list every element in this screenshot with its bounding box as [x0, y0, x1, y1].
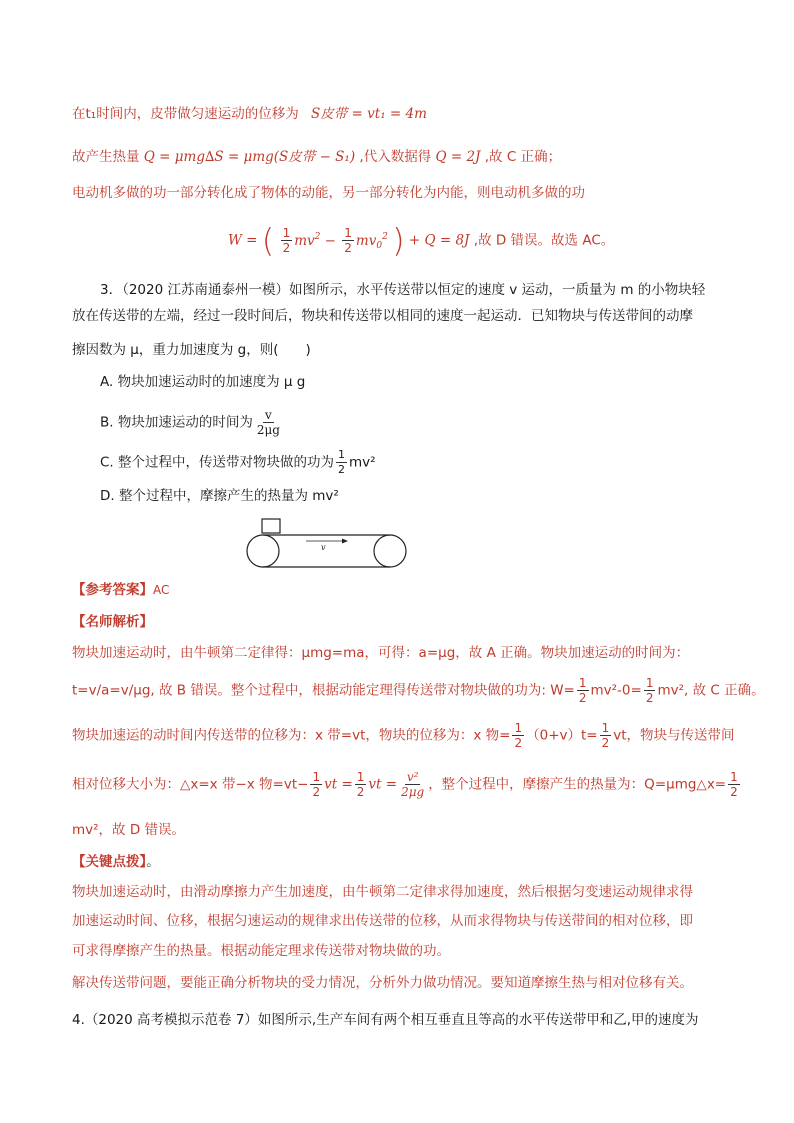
text: t=v/a=v/μg, 故 B 错误。整个过程中，根据动能定理得传送带对物块做的功为: W=: [72, 682, 575, 699]
fraction-half: $\frac{1}{2}$: [312, 770, 321, 799]
answer-value: AC: [153, 583, 170, 597]
equation-rhs: + Q = 8J: [408, 232, 470, 249]
option-b-text: B. 物块加速运动的时间为: [100, 414, 253, 431]
text: mv², 故 C 正确。: [657, 682, 765, 699]
fraction-half: $\frac{1}{2}$: [344, 226, 352, 255]
text: 在t₁时间内，皮带做匀速运动的位移为: [72, 106, 299, 122]
open-paren: (: [261, 221, 275, 260]
solution-line-motor: [72, 183, 585, 203]
text: 相对位移大小为：△x=x 带−x 物=vt−: [72, 776, 309, 793]
text: ，整个过程中，摩擦产生的热量为：Q=μmg△x=: [428, 776, 727, 793]
equation: Q = μmg∆S = μmg(S皮带 − S₁): [143, 149, 356, 165]
question-4-stem: 4.（2020 高考模拟示范卷 7）如图所示,生产车间有两个相互垂直且等高的水平传送带甲和乙,甲的速度为: [72, 1012, 699, 1028]
block: [262, 519, 280, 533]
text: mv²-0=: [590, 682, 642, 699]
option-c-fraction: $\frac{1}{2}$: [338, 448, 346, 476]
option-c-text: C. 整个过程中，传送带对物块做的功为: [100, 454, 335, 471]
option-b: [100, 408, 284, 437]
fraction-half: $\frac{1}{2}$: [601, 721, 610, 750]
text: ,故 D 错误。故选 AC。: [473, 232, 615, 249]
text: 故产生热量: [72, 149, 140, 165]
option-c: [100, 448, 376, 477]
solution-line-displacement: [72, 104, 427, 124]
key-label: 【关键点拨】: [72, 854, 147, 870]
text: vt =: [324, 776, 353, 793]
option-c-tail: mv²: [349, 454, 376, 471]
key-points-heading: [72, 852, 160, 872]
solution-line-heat: [72, 147, 561, 167]
option-d: D. 整个过程中，摩擦产生的热量为 mv²: [100, 488, 339, 504]
analysis-line1: 物块加速运动时，由牛顿第二定律得：μmg=ma，可得：a=μg，故 A 正确。物块加速运动的时间为：: [72, 645, 690, 661]
key-line1: 物块加速运动时，由滑动摩擦力产生加速度，由牛顿第二定律求得加速度，然后根据匀变速运动规律求得: [72, 884, 693, 900]
fraction-half: $\frac{1}{2}$: [645, 676, 654, 705]
fraction-half: $\frac{1}{2}$: [730, 770, 738, 799]
text: （0+v）t=: [526, 727, 598, 744]
equation: S皮带 = vt₁ = 4m: [311, 106, 427, 122]
option-a: A. 物块加速运动时的加速度为 μ g: [100, 374, 306, 390]
text: ,故 C 正确；: [484, 149, 562, 165]
solution-line-work-equation: W = ( $\frac{1}{2}$ $mv^2$ − $\frac{1}{2}$ $mv_0^2$ ) + Q = 8J ,故 D 错误。故选 AC。: [228, 221, 615, 260]
conveyor-belt-figure: [244, 517, 410, 571]
question-3-stem-line1: 3．（2020 江苏南通泰州一模）如图所示，水平传送带以恒定的速度 v 运动，一质量为 m 的小物块轻: [100, 282, 706, 298]
key-line4: 解决传送带问题，要能正确分析物块的受力情况，分析外力做功情况。要知道摩擦生热与相对位移有关。: [72, 975, 693, 991]
text: 物块加速运的动时间内传送带的位移为：x 带=vt，物块的位移为：x 物=: [72, 727, 511, 744]
analysis-label: 【名师解析】: [72, 614, 153, 630]
question-3-stem-line2: 放在传送带的左端，经过一段时间后，物块和传送带以相同的速度一起运动．已知物块与传送带间的动摩: [72, 308, 693, 324]
answer-label: 【参考答案】: [72, 582, 153, 598]
analysis-line2: [72, 676, 765, 705]
fraction-half: $\frac{1}{2}$: [578, 676, 587, 705]
right-roller: [374, 535, 406, 567]
velocity-label: v: [321, 543, 326, 552]
analysis-line3: [72, 721, 735, 750]
question-3-stem-line3: 擦因数为 μ，重力加速度为 g，则( ): [72, 342, 311, 358]
key-line2: 加速运动时间、位移，根据匀速运动的规律求出传送带的位移，从而求得物块与传送带间的相对位移，即: [72, 913, 693, 929]
analysis-heading: [72, 612, 153, 632]
key-tail: 。: [146, 854, 160, 870]
text: ,代入数据得: [359, 149, 432, 165]
analysis-line5: mv²，故 D 错误。: [72, 822, 186, 838]
velocity-arrow-head: [342, 539, 348, 544]
fraction-half: $\frac{1}{2}$: [282, 226, 291, 255]
fraction-v2-2mug: $\frac{\text{v²}}{2\mu g}$: [401, 770, 425, 799]
analysis-line4: [72, 770, 742, 799]
text: 电动机多做的功一部分转化成了物体的动能，另一部分转化为内能，则电动机多做的功: [72, 185, 585, 201]
fraction-half: $\frac{1}{2}$: [356, 770, 365, 799]
key-line3: 可求得摩擦产生的热量。根据动能定理求传送带对物块做的功。: [72, 943, 450, 959]
fraction-half: $\frac{1}{2}$: [514, 721, 523, 750]
equation-lhs: W =: [228, 232, 258, 249]
equation: Q = 2J: [435, 149, 481, 165]
option-b-fraction: $\frac{v}{2\mu g}$: [256, 408, 280, 437]
left-roller: [247, 535, 279, 567]
text: vt =: [368, 776, 398, 793]
close-paren: ): [392, 221, 405, 260]
reference-answer: [72, 580, 169, 600]
text: vt，物块与传送带间: [613, 727, 735, 744]
